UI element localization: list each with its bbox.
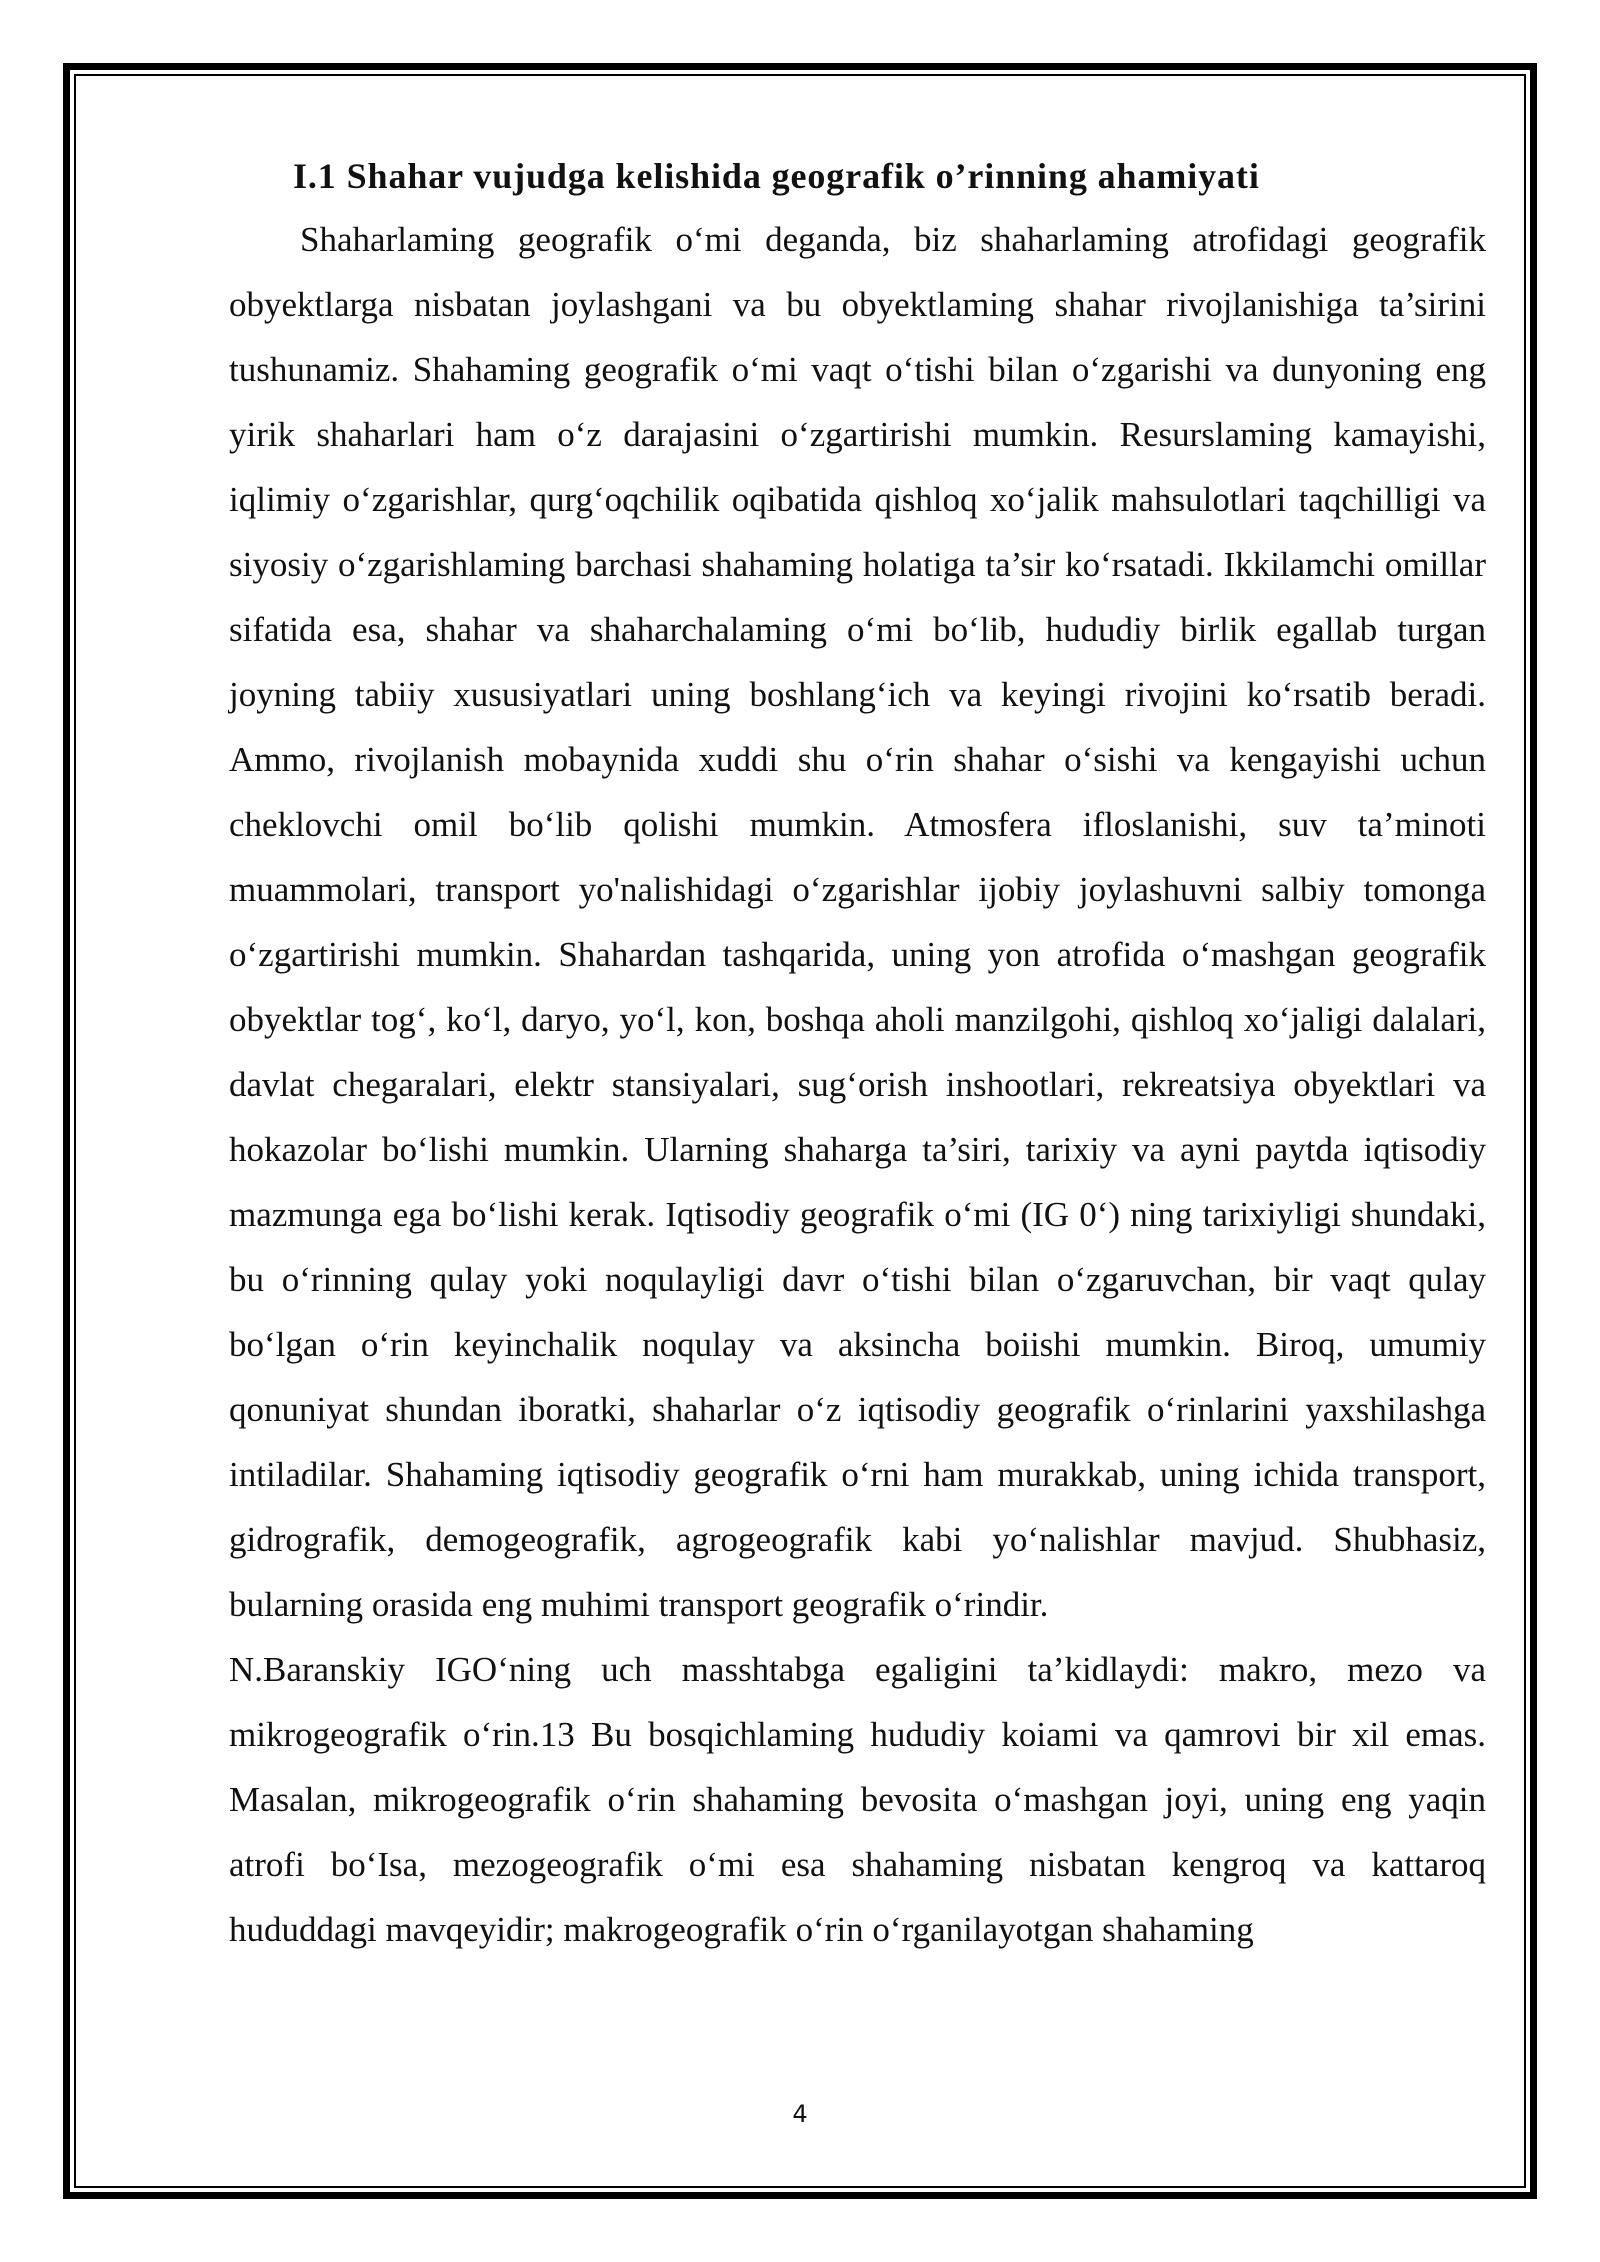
page-number: 4: [792, 2100, 808, 2128]
section-heading: I.1 Shahar vujudga kelishida geografik o’rinning ahamiyati: [293, 156, 1260, 196]
page-content: [229, 145, 1486, 1962]
body-paragraph-1: Shaharlaming geografik o‘mi deganda, biz shaharlaming atrofidagi geografik obyektlarga nisbatan joylashgani va bu obyektlaming shahar rivojlanishiga ta’sirini tushunamiz. Shahaming geografik o‘mi vaqt o‘tishi bilan o‘zgarishi va dunyoning eng yirik shaharlari ham o‘z darajasini o‘zgartirishi mumkin. Resurslaming kamayishi, iqlimiy o‘zgarishlar, qurg‘oqchilik oqibatida qishloq xo‘jalik mahsulotlari taqchilligi va siyosiy o‘zgarishlaming barchasi shahaming holatiga ta’sir ko‘rsatadi. Ikkilamchi omillar sifatida esa, shahar va shaharchalaming o‘mi bo‘lib, hududiy birlik egallab turgan joyning tabiiy xususiyatlari uning boshlang‘ich va keyingi rivojini ko‘rsatib beradi. Ammo, rivojlanish mobaynida xuddi shu o‘rin shahar o‘sishi va kengayishi uchun cheklovchi omil bo‘lib qolishi mumkin. Atmosfera ifloslanishi, suv ta’minoti muammolari, transport yo'nalishidagi o‘zgarishlar ijobiy joylashuvni salbiy tomonga o‘zgartirishi mumkin. Shahardan tashqarida, uning yon atrofida o‘mashgan geografik obyektlar tog‘, ko‘l, daryo, yo‘l, kon, boshqa aholi manzilgohi, qishloq xo‘jaligi dalalari, davlat chegaralari, elektr stansiyalari, sug‘orish inshootlari, rekreatsiya obyektlari va hokazolar bo‘lishi mumkin. Ularning shaharga ta’siri, tarixiy va ayni paytda iqtisodiy mazmunga ega bo‘lishi kerak. Iqtisodiy geografik o‘mi (IG 0‘) ning tarixiyligi shundaki, bu o‘rinning qulay yoki noqulayligi davr o‘tishi bilan o‘zgaruvchan, bir vaqt qulay bo‘lgan o‘rin keyinchalik noqulay va aksincha boiishi mumkin. Biroq, umumiy qonuniyat shundan iboratki, shaharlar o‘z iqtisodiy geografik o‘rinlarini yaxshilashga intiladilar. Shahaming iqtisodiy geografik o‘rni ham murakkab, uning ichida transport, gidrografik, demogeografik, agrogeografik kabi yo‘nalishlar mavjud. Shubhasiz, bularning orasida eng muhimi transport geografik o‘rindir.: [229, 220, 1486, 1624]
body-paragraph-2: N.Baranskiy IGO‘ning uch masshtabga egaligini ta’kidlaydi: makro, mezo va mikrogeografik o‘rin.13 Bu bosqichlaming hududiy koiami va qamrovi bir xil emas. Masalan, mikrogeografik o‘rin shahaming bevosita o‘mashgan joyi, uning eng yaqin atrofi bo‘Isa, mezogeografik o‘mi esa shahaming nisbatan kengroq va kattaroq hududdagi mavqeyidir; makrogeografik o‘rin o‘rganilayotgan shahaming: [229, 1650, 1486, 1949]
